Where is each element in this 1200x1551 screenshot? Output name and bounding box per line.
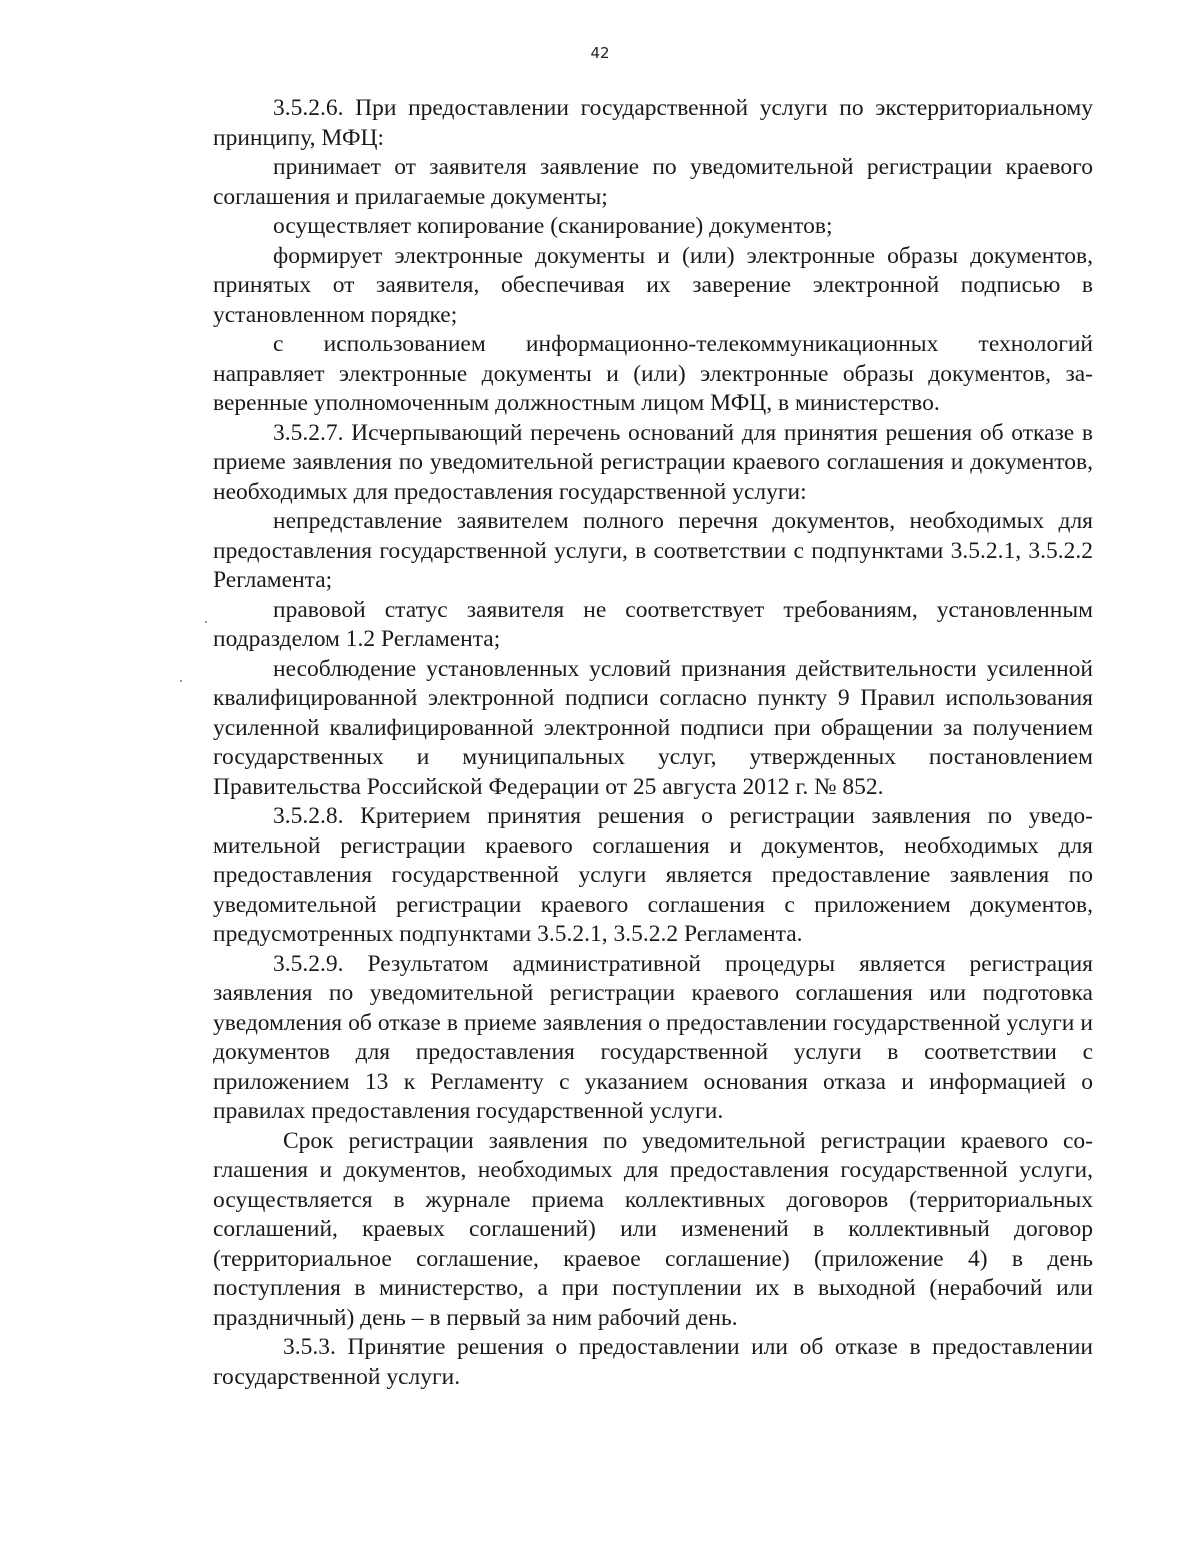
- paragraph-3-5-2-6: 3.5.2.6. При предоставлении государственной услуги по экстерриториальному принципу, МФЦ:: [213, 95, 1093, 151]
- list-item-forms-electronic-documents: формирует электронные документы и (или) электронные образы документов, принятых от заявителя, обеспечивая их заверение электронной подписью в установленном порядке;: [213, 242, 1093, 328]
- scan-speck: [205, 621, 207, 623]
- list-item-accepts-application: принимает от заявителя заявление по уведомительной регистрации краевого соглашения и прилагаемые документы;: [213, 154, 1093, 210]
- list-item-sends-documents: с использованием информационно-телекоммуникационных технологий направляет электронные документы и (или) электронные образы документов, заверенные уполномоченным должностным лицом МФЦ, в министерство.: [213, 331, 1093, 416]
- paragraph-3-5-2-8: 3.5.2.8. Критерием принятия решения о регистрации заявления по уведомительной регистрации краевого соглашения и документов, необходимых для предоставления государственной услуги является предоставление заявления по уведомительной регистрации краевого соглашения с приложением документов, предусмотренных подпунктами 3.5.2.1, 3.5.2.2 Регламента.: [213, 803, 1093, 947]
- list-item-signature-conditions: несоблюдение установленных условий признания действительности усиленной квалифицированной электронной подписи согласно пункту 9 Правил использования усиленной квалифицированной электронной подписи при обращении за получением государственных и муниципальных услуг, утвержденных постановлением Правительства Российской Федерации от 25 августа 2012 г. № 852.: [213, 655, 1093, 800]
- scan-speck: [180, 680, 182, 682]
- page-number: 42: [590, 44, 610, 62]
- paragraph-registration-term: Срок регистрации заявления по уведомительной регистрации краевого соглашения и документов, необходимых для предоставления государственной услуги, осуществляется в журнале приема коллективных договоров (территориальных соглашений, краевых соглашений) или изменений в коллективный договор (территориальное соглашение, краевое соглашение) (приложение 4) в день поступления в министерство, а при поступлении их в выходной (нерабочий или праздничный) день – в первый за ним рабочий день.: [213, 1127, 1093, 1331]
- document-body: [213, 94, 1093, 1392]
- list-item-copying: осуществляет копирование (сканирование) документов;: [273, 213, 833, 239]
- list-item-incomplete-documents: непредставление заявителем полного перечня документов, необходимых для предоставления государственной услуги, в соответствии с подпунктами 3.5.2.1, 3.5.2.2 Регламента;: [213, 508, 1093, 593]
- paragraph-3-5-3: 3.5.3. Принятие решения о предоставлении или об отказе в предоставлении государственной услуги.: [213, 1334, 1093, 1390]
- list-item-legal-status: правовой статус заявителя не соответствует требованиям, установленным подразделом 1.2 Регламента;: [213, 596, 1093, 652]
- paragraph-3-5-2-9: 3.5.2.9. Результатом административной процедуры является регистрация заявления по уведомительной регистрации краевого соглашения или подготовка уведомления об отказе в приеме заявления о предоставлении государственной услуги и документов для предоставления государственной услуги в соответствии с приложением 13 к Регламенту с указанием основания отказа и информацией о правилах предоставления государственной услуги.: [213, 950, 1093, 1124]
- paragraph-3-5-2-7: 3.5.2.7. Исчерпывающий перечень оснований для принятия решения об отказе в приеме заявления по уведомительной регистрации краевого соглашения и документов, необходимых для предоставления государственной услуги:: [213, 419, 1093, 505]
